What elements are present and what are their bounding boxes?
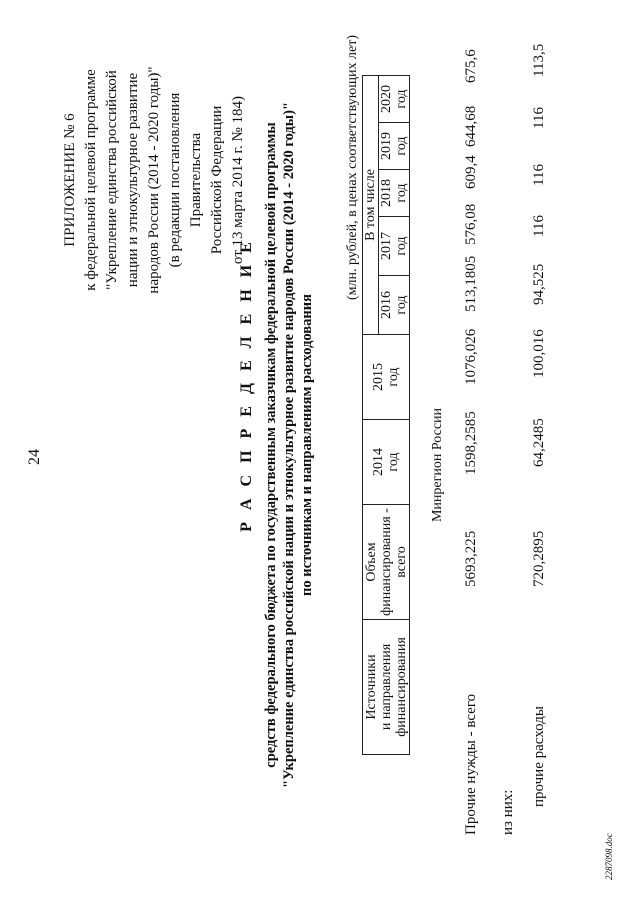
document-subtitle	[262, 45, 316, 845]
row-value: 5693,225	[463, 530, 479, 587]
row-value: 64,2485	[531, 418, 547, 467]
row-value: 113,5	[531, 43, 547, 77]
row-value: 116	[531, 107, 547, 129]
header-sources: Источники и направления финансирования	[363, 620, 410, 755]
row-value: 720,2895	[531, 530, 547, 587]
row-value: 100,016	[531, 329, 547, 378]
row-value: 116	[531, 164, 547, 186]
appendix-block	[60, 45, 249, 315]
appendix-title: ПРИЛОЖЕНИЕ № 6	[62, 113, 78, 247]
row-value: 1076,026	[463, 328, 479, 385]
row-value: 94,525	[531, 263, 547, 305]
appendix-line: "Укрепление единства российской	[104, 70, 120, 290]
row-value: 644,68	[463, 105, 479, 147]
header-in-that-number: В том числе	[363, 76, 379, 335]
appendix-line: от 13 марта 2014 г. № 184)	[230, 95, 246, 265]
appendix-line: (в редакции постановления Правительства	[167, 92, 204, 268]
page-number: 24	[26, 449, 43, 465]
subtitle-line: средств федерального бюджета по государственным заказчикам федеральной целевой программы	[263, 122, 279, 768]
row-value: 576,08	[463, 203, 479, 245]
header-year: 2020 год	[379, 76, 410, 123]
row-value: 609,4	[463, 155, 479, 189]
header-year: 2018 год	[379, 170, 410, 217]
header-year: 2016 год	[379, 276, 410, 335]
appendix-line: нации и этнокультурное развитие	[125, 72, 141, 288]
units-note: (млн. рублей, в ценах соответствующих лет)	[345, 35, 360, 300]
appendix-line: Российской Федерации	[209, 105, 225, 255]
row-label: прочие расходы	[531, 706, 547, 807]
appendix-line: к федеральной целевой программе	[83, 69, 99, 291]
subtitle-line: по источникам и направлениям расходования	[299, 294, 315, 596]
header-total: Объем финансирования - всего	[363, 505, 410, 620]
row-value: 116	[531, 215, 547, 237]
row-value: 1598,2585	[463, 411, 479, 475]
header-year: 2014 год	[363, 420, 410, 505]
organization-label: Минрегион России	[430, 407, 445, 523]
header-year: 2015 год	[363, 335, 410, 420]
document-heading: Р А С П Р Е Д Е Л Е Н И Е	[238, 238, 255, 532]
row-label: Прочие нужды - всего	[463, 693, 479, 835]
row-value: 513,1805	[463, 255, 479, 312]
header-year: 2017 год	[379, 217, 410, 276]
subtitle-line: "Укрепление единства российской нации и этнокультурное развитие народов России (2014 - 2020 годы)"	[281, 102, 297, 788]
row-value: 675,6	[463, 49, 479, 83]
header-year: 2019 год	[379, 123, 410, 170]
funding-table-header	[362, 75, 410, 755]
document-id: 2287098.doc	[604, 833, 614, 880]
row-label: из них:	[500, 789, 516, 835]
appendix-line: народов России (2014 - 2020 годы)"	[146, 66, 162, 294]
